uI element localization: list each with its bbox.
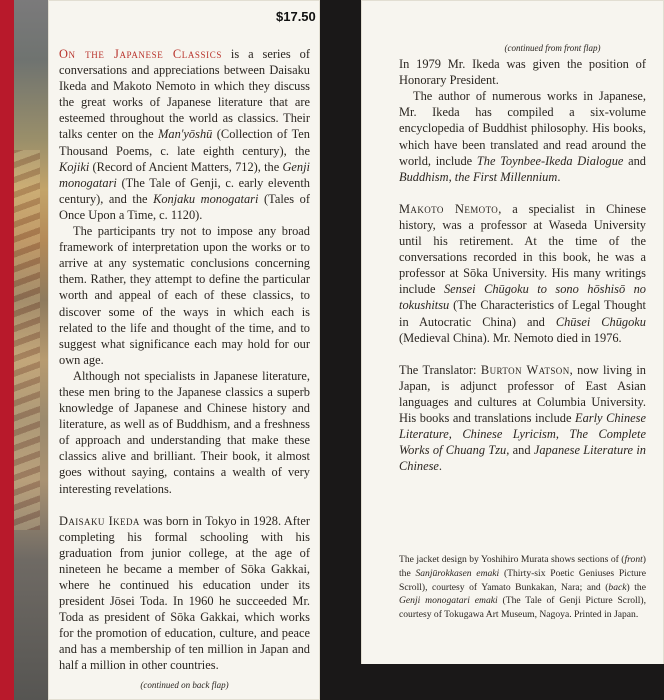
intro-paragraph: On the Japanese Classics is a series of conversations and appreciations between Daisaku Ikeda and Makoto Nemoto in which they discuss the great works of Japanese literature that are esteemed throughout the world as classics. Their talks center on the Man'yōshū (Collection of Ten Thousand Poems, c. late eighth century), the Kojiki (Record of Ancient Matters, 712), the Genji monogatari (The Tale of Genji, c. early eleventh century), and the Konjaku monogatari (Tales of Once Upon a Time, c. 1120). — [59, 47, 310, 222]
back-flap-text — [399, 40, 646, 474]
red-edge-band — [0, 0, 14, 700]
jacket-credit — [399, 553, 646, 622]
nemoto-name: Makoto Nemoto — [399, 201, 499, 216]
jacket-credit-paragraph: The jacket design by Yoshihiro Murata shows sections of (front) the Sanjūrokkasen emaki (Thirty-six Poetic Geniuses Picture Scroll), courtesy of Yamato Bunkakan, Nara; and (back) the Genji monogatari emaki (The Tale of Genji Picture Scroll), courtesy of Tokugawa Art Museum, Nagoya. Printed in Japan. — [399, 554, 647, 621]
front-flap-text — [59, 46, 310, 693]
spine-gap — [320, 0, 361, 700]
price-label: $17.50 — [276, 9, 316, 24]
specialists-paragraph: Although not specialists in Japanese literature, these men bring to the Japanese classics a superb knowledge of Japanese and Chinese history and literature, as well as of Buddhism, and a freshness of approach and understanding that make these classics alive and brilliant. Their book, it almost goes without saying, contains a wealth of very interesting revelations. — [59, 368, 310, 496]
ikeda-name: Daisaku Ikeda — [59, 513, 140, 528]
nemoto-bio-paragraph: Makoto Nemoto, a specialist in Chinese history, was a professor at Waseda University until his retirement. At the time of the conversations recorded in this book, he was a professor at Sōka University. His many writings include Sensei Chūgoku to sono hōshisō no tokushitsu (The Characteristics of Legal Thought in Autocratic China) and Chūsei Chūgoku (Medieval China). Mr. Nemoto died in 1976. — [399, 201, 647, 345]
ikeda-bio-paragraph: Daisaku Ikeda was born in Tokyo in 1928. After completing his formal schooling with his graduation from junior college, at the age of nineteen he became a member of Sōka Gakkai, where he continued his education under its president Jōsei Toda. In 1960 he succeeded Mr. Toda as president of Sōka Gakkai, which works for the promotion of education, culture, and peace and has a membership of ten million in Japan and half a million in other countries. — [59, 513, 310, 673]
translator-paragraph: The Translator: Burton Watson, now living in Japan, is adjunct professor of East Asian languages and cultures at Columbia University. His books and translations include Early Chinese Literature, Chinese Lyricism, The Complete Works of Chuang Tzu, and Japanese Literature in Chinese. — [399, 362, 647, 474]
continued-on-back-flap: (continued on back flap) — [140, 679, 229, 690]
bottom-shadow — [320, 664, 664, 700]
series-title: On the Japanese Classics — [59, 47, 222, 61]
honorary-president-paragraph: In 1979 Mr. Ikeda was given the position of Honorary President. — [399, 57, 646, 88]
participants-paragraph: The participants try not to impose any broad framework of interpretation upon the works or to arrive at any systematic conclusions concerning them. Rather, they attempt to define the particular worth and appeal of each of these classics, to discover some of the ways in which each is related to the life and thought of the time, and to suggest what significance each may hold for our own age. — [59, 224, 310, 367]
works-paragraph: The author of numerous works in Japanese, Mr. Ikeda has compiled a six-volume encyclopedia of Buddhist philosophy. His books, which have been translated and read around the world, include The Toynbee-Ikeda Dialogue and Buddhism, the First Millennium. — [399, 89, 647, 184]
continued-from-front-flap: (continued from front flap) — [504, 43, 601, 53]
translator-label: The Translator: — [399, 362, 481, 377]
watson-name: Burton Watson — [480, 362, 570, 377]
